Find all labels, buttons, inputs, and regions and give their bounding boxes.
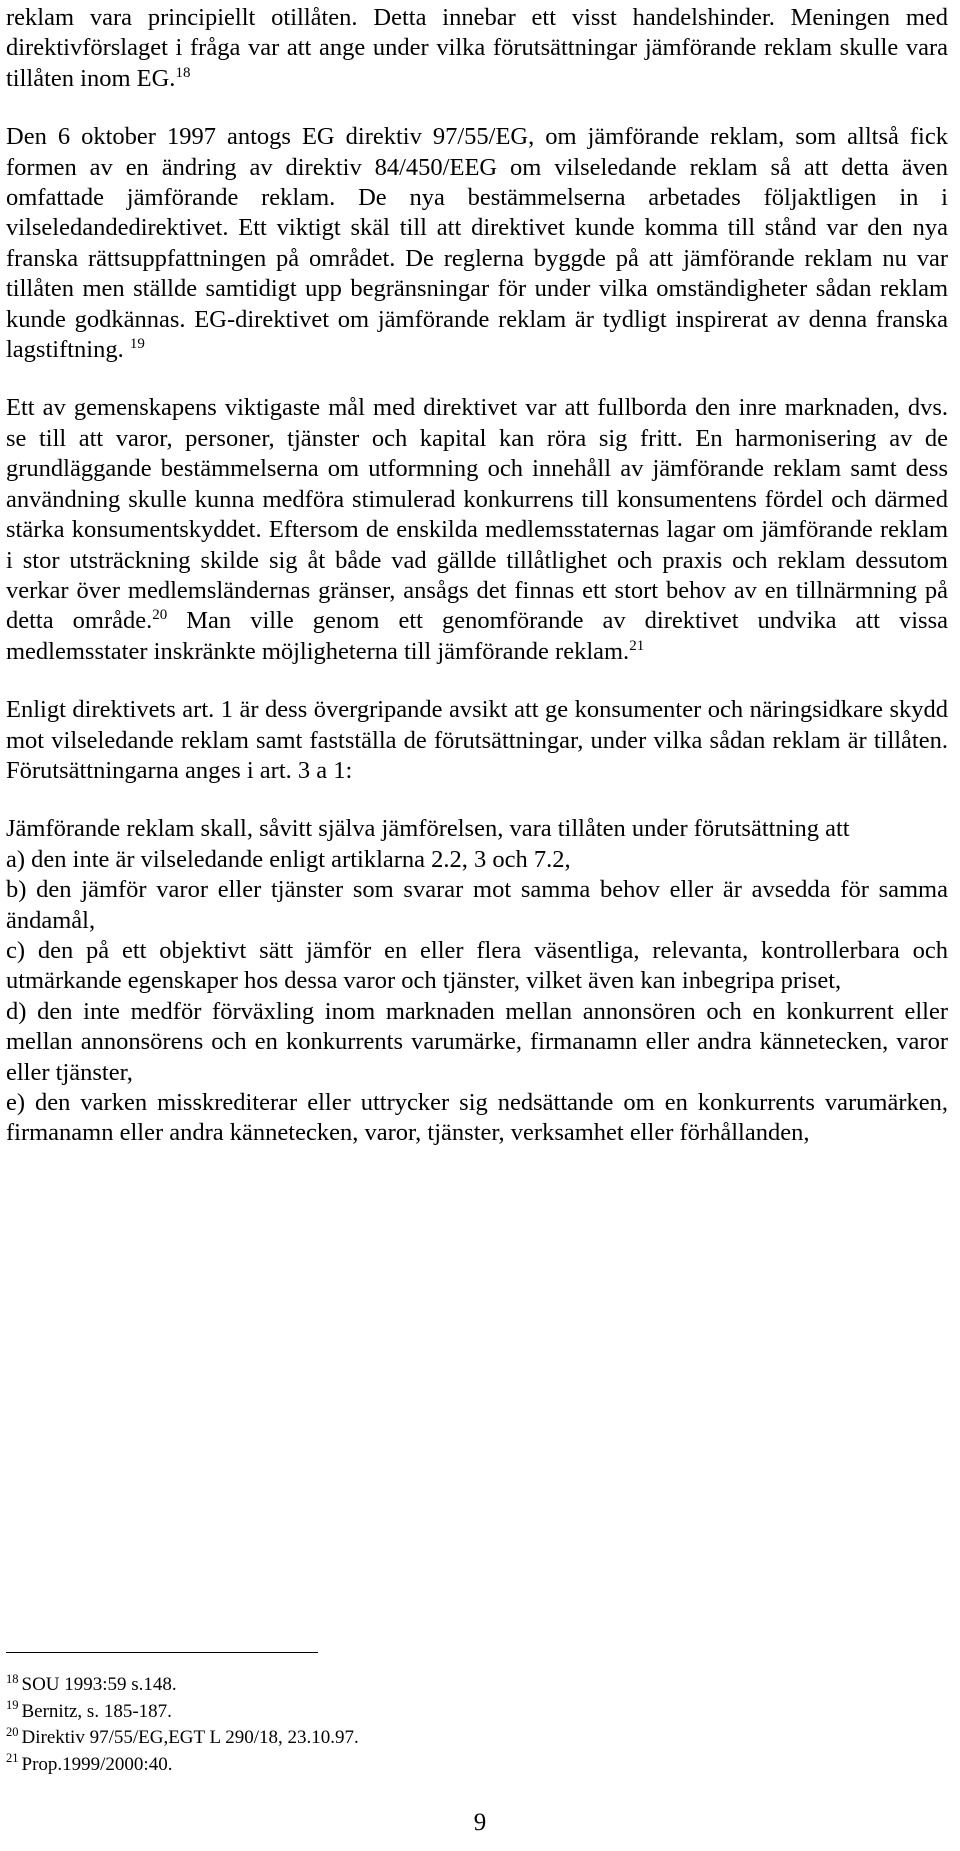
- condition-b: b) den jämför varor eller tjänster som svarar mot samma behov eller är avsedda för samma ändamål,: [6, 876, 948, 934]
- condition-d: d) den inte medför förväxling inom marknaden mellan annonsören och en konkurrent eller mellan annonsörens och en konkurrents varumärke, firmanamn eller andra kännetecken, varor eller tjänster,: [6, 997, 948, 1086]
- paragraph-4-text: Enligt direktivets art. 1 är dess övergripande avsikt att ge konsumenter och näringsidkare skydd mot vilseledande reklam samt fastställa de förutsättningar, under vilka sådan reklam är tillåten. Förutsättningarna anges i art. 3 a 1:: [6, 696, 948, 784]
- footnote-number: 20: [6, 1724, 19, 1739]
- paragraph-3: [6, 393, 948, 667]
- footnote-number: 18: [6, 1671, 19, 1686]
- paragraph-gap: [6, 786, 948, 814]
- condition-c: c) den på ett objektivt sätt jämför en eller flera väsentliga, relevanta, kontrollerbara och utmärkande egenskaper hos dessa varor och tjänster, vilket även kan inbegripa priset,: [6, 936, 948, 995]
- footnote-text: Prop.1999/2000:40.: [21, 1753, 173, 1775]
- footnote-ref-21: 21: [629, 637, 645, 654]
- footnotes: [6, 1672, 906, 1778]
- quote-intro: [6, 814, 948, 844]
- paragraph-2-text: Den 6 oktober 1997 antogs EG direktiv 97/55/EG, om jämförande reklam, som alltså fick formen av en ändring av direktiv 84/450/EEG om vilseledande reklam så att detta även omfattade jämförande reklam. De nya bestämmelserna arbetades följaktligen in i vilseledandedirektivet. Ett viktigt skäl till att direktivet kunde komma till stånd var den nya franska rättsuppfattningen på området. De reglerna byggde på att jämförande reklam nu var tillåten men ställde samtidigt upp begränsningar för under vilka omständigheter sådan reklam kunde godkännas. EG-direktivet om jämförande reklam är tydligt inspirerat av denna franska lagstiftning.: [6, 123, 948, 364]
- paragraph-gap: [6, 94, 948, 122]
- paragraph-gap: [6, 365, 948, 393]
- footnote-text: SOU 1993:59 s.148.: [21, 1674, 177, 1695]
- paragraph-4: [6, 695, 948, 786]
- quote-intro-text: Jämförande reklam skall, såvitt själva jämförelsen, vara tillåten under förutsättning att: [6, 815, 850, 843]
- paragraph-3-text-before: Ett av gemenskapens viktigaste mål med direktivet var att fullborda den inre marknaden, dvs. se till att varor, personer, tjänster och kapital kan röra sig fritt. En harmonisering av de grundläggande bestämmelserna om utformning och innehåll av jämförande reklam samt dess användning skulle kunna medföra stimulerad konkurrens till konsumentens fördel och därmed stärka konsumentskyddet. Eftersom de enskilda medlemsstaternas lagar om jämförande reklam i stor utsträckning skilde sig åt både vad gällde tillåtlighet och praxis och reklam dessutom verkar över medlemsländernas gränser, ansågs det finnas ett stort behov av en tillnärmning på detta område.: [6, 394, 948, 635]
- footnote-ref-19: 19: [129, 335, 145, 352]
- footnote-20: [6, 1725, 906, 1752]
- footnote-text: Bernitz, s. 185-187.: [21, 1700, 172, 1722]
- footnote-21: [6, 1752, 906, 1779]
- footnote-ref-20: 20: [152, 607, 168, 624]
- footnote-number: 19: [6, 1698, 19, 1713]
- paragraph-3-text-after: Man ville genom ett genomförande av direktivet undvika att vissa medlemsstater inskränkte möjligheterna till jämförande reklam.: [6, 607, 949, 665]
- paragraph-2: [6, 122, 948, 365]
- condition-e: e) den varken misskrediterar eller uttrycker sig nedsättande om en konkurrents varumärken, firmanamn eller andra kännetecken, varor, tjänster, verksamhet eller förhållanden,: [6, 1089, 948, 1147]
- footnote-18: [6, 1672, 906, 1699]
- paragraph-1-text: reklam vara principiellt otillåten. Detta innebar ett visst handelshinder. Meningen med direktivförslaget i fråga var att ange under vilka förutsättningar jämförande reklam skulle vara tillåten inom EG.: [6, 4, 948, 92]
- footnote-ref-18: 18: [175, 64, 191, 81]
- paragraph-gap: [6, 667, 948, 695]
- page-number: 9: [473, 1809, 487, 1836]
- document-page: [6, 0, 948, 1149]
- footnote-number: 21: [6, 1751, 19, 1766]
- footnote-separator: [6, 1652, 318, 1653]
- footnote-text: Direktiv 97/55/EG,EGT L 290/18, 23.10.97.: [21, 1727, 359, 1748]
- footnote-19: [6, 1699, 906, 1726]
- condition-a: a) den inte är vilseledande enligt artiklarna 2.2, 3 och 7.2,: [6, 845, 571, 873]
- paragraph-1: [6, 3, 948, 94]
